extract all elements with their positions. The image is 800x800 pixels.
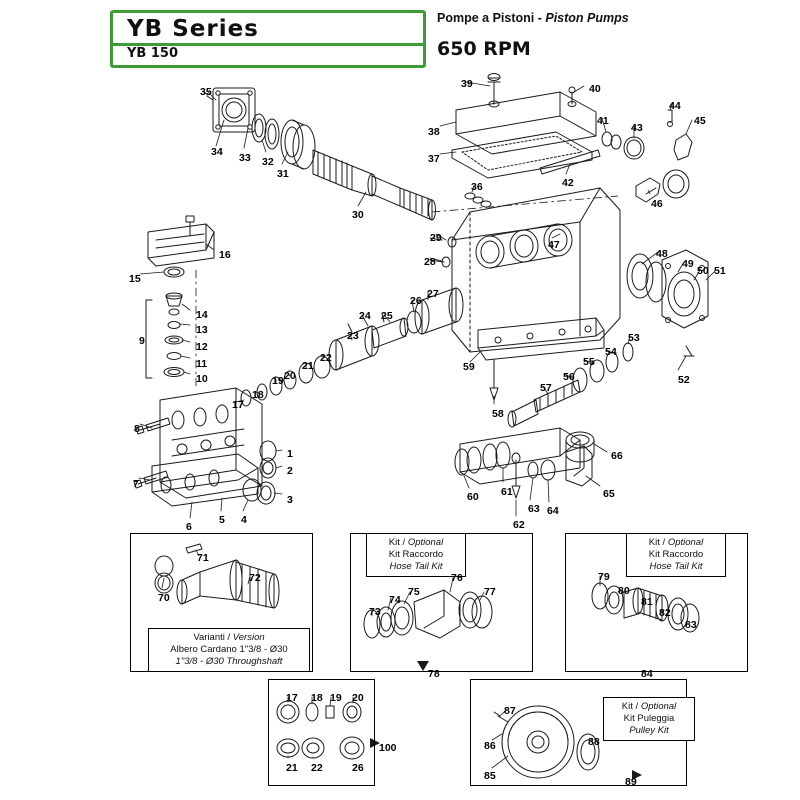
callout-83: 83: [685, 619, 697, 631]
rpm-label: 650 RPM: [437, 38, 531, 60]
callout-16: 16: [219, 249, 231, 261]
callout-26: 26: [352, 762, 364, 774]
callout-21: 21: [302, 360, 314, 372]
callout-86: 86: [484, 740, 496, 752]
pulley-kit-label: [603, 697, 695, 741]
callout-19: 19: [330, 692, 342, 704]
callout-47: 47: [548, 239, 560, 251]
callout-87: 87: [504, 705, 516, 717]
callout-43: 43: [631, 122, 643, 134]
callout-64: 64: [547, 505, 559, 517]
callout-33: 33: [239, 152, 251, 164]
callout-72: 72: [249, 572, 261, 584]
callout-59: 59: [463, 361, 475, 373]
callout-49: 49: [682, 258, 694, 270]
kit-right-line-1: Kit / Optional: [648, 537, 704, 548]
callout-70: 70: [158, 592, 170, 604]
product-type-sep: -: [534, 11, 546, 25]
callout-9: 9: [139, 335, 145, 347]
callout-40: 40: [589, 83, 601, 95]
callout-65: 65: [603, 488, 615, 500]
product-type-it: Pompe a Pistoni: [437, 11, 535, 25]
valve-stack-art: [146, 216, 214, 378]
callout-60: 60: [467, 491, 479, 503]
callout-89: 89: [625, 776, 637, 788]
callout-84: 84: [641, 668, 653, 680]
callout-23: 23: [347, 330, 359, 342]
callout-15: 15: [129, 273, 141, 285]
kit-right-line-3: Hose Tail Kit: [649, 560, 703, 572]
callout-42: 42: [562, 177, 574, 189]
callout-32: 32: [262, 156, 274, 168]
callout-77: 77: [484, 586, 496, 598]
callout-4: 4: [241, 514, 247, 526]
callout-20: 20: [352, 692, 364, 704]
callout-73: 73: [369, 606, 381, 618]
callout-11: 11: [196, 358, 208, 370]
kit-right-line-2: Kit Raccordo: [648, 548, 704, 560]
callout-58: 58: [492, 408, 504, 420]
callout-14: 14: [196, 309, 208, 321]
series-title: YB Series: [127, 16, 259, 42]
callout-34: 34: [211, 146, 223, 158]
callout-61: 61: [501, 486, 513, 498]
callout-55: 55: [583, 356, 595, 368]
callout-8: 8: [134, 423, 140, 435]
callout-2: 2: [287, 465, 293, 477]
hose-tail-kit-left-label: [366, 533, 466, 577]
callout-28: 28: [424, 256, 436, 268]
callout-80: 80: [618, 585, 630, 597]
callout-48: 48: [656, 248, 668, 260]
product-type-en: Piston Pumps: [545, 11, 629, 25]
callout-24: 24: [359, 310, 371, 322]
callout-62: 62: [513, 519, 525, 531]
callout-18: 18: [311, 692, 323, 704]
callout-27: 27: [427, 288, 439, 300]
callout-19: 19: [272, 375, 284, 387]
callout-21: 21: [286, 762, 298, 774]
kit-left-line-1: Kit / Optional: [388, 537, 444, 548]
callout-52: 52: [678, 374, 690, 386]
pulley-line-3: Pulley Kit: [629, 724, 669, 736]
pulley-line-1: Kit / Optional: [621, 701, 677, 712]
crankcase-art: [430, 188, 620, 400]
callout-82: 82: [659, 607, 671, 619]
callout-1: 1: [287, 448, 293, 460]
callout-6: 6: [186, 521, 192, 533]
variant-box-label: [148, 628, 310, 672]
callout-18: 18: [252, 389, 264, 401]
model-label: YB 150: [127, 46, 178, 61]
callout-37: 37: [428, 153, 440, 165]
hose-tail-kit-right-label: [626, 533, 726, 577]
callout-57: 57: [540, 382, 552, 394]
callout-45: 45: [694, 115, 706, 127]
callout-26: 26: [410, 295, 422, 307]
callout-78: 78: [428, 668, 440, 680]
callout-88: 88: [588, 736, 600, 748]
pulley-line-2: Kit Puleggia: [623, 712, 675, 724]
callout-31: 31: [277, 168, 289, 180]
variant-line-1: Varianti / Version: [193, 632, 265, 643]
variant-line-2: Albero Cardano 1"3/8 - Ø30: [170, 643, 288, 655]
callout-51: 51: [714, 265, 726, 277]
callout-85: 85: [484, 770, 496, 782]
kit-left-line-2: Kit Raccordo: [388, 548, 444, 560]
callout-39: 39: [461, 78, 473, 90]
callout-10: 10: [196, 373, 208, 385]
callout-29: 29: [430, 232, 442, 244]
callout-53: 53: [628, 332, 640, 344]
callout-46: 46: [651, 198, 663, 210]
kit-left-line-3: Hose Tail Kit: [389, 560, 443, 572]
callout-63: 63: [528, 503, 540, 515]
callout-30: 30: [352, 209, 364, 221]
callout-71: 71: [197, 552, 209, 564]
variant-line-3: 1"3/8 - Ø30 Throughshaft: [175, 655, 283, 667]
manifold-art: [455, 428, 594, 498]
callout-12: 12: [196, 341, 208, 353]
callout-22: 22: [311, 762, 323, 774]
callout-5: 5: [219, 514, 225, 526]
callout-13: 13: [196, 324, 208, 336]
callout-56: 56: [563, 371, 575, 383]
callout-38: 38: [428, 126, 440, 138]
callout-50: 50: [697, 265, 709, 277]
callout-44: 44: [669, 100, 681, 112]
callout-20: 20: [284, 370, 296, 382]
callout-76: 76: [451, 572, 463, 584]
callout-3: 3: [287, 494, 293, 506]
callout-7: 7: [133, 478, 139, 490]
pump-head-art: [134, 288, 463, 506]
callout-100: 100: [379, 742, 397, 754]
callout-81: 81: [641, 596, 653, 608]
callout-25: 25: [381, 310, 393, 322]
callout-17: 17: [232, 399, 244, 411]
callout-54: 54: [605, 346, 617, 358]
callout-35: 35: [200, 86, 212, 98]
callout-79: 79: [598, 571, 610, 583]
callout-75: 75: [408, 586, 420, 598]
callout-74: 74: [389, 594, 401, 606]
callout-41: 41: [597, 115, 609, 127]
callout-22: 22: [320, 352, 332, 364]
callout-36: 36: [471, 181, 483, 193]
callout-17: 17: [286, 692, 298, 704]
callout-66: 66: [611, 450, 623, 462]
